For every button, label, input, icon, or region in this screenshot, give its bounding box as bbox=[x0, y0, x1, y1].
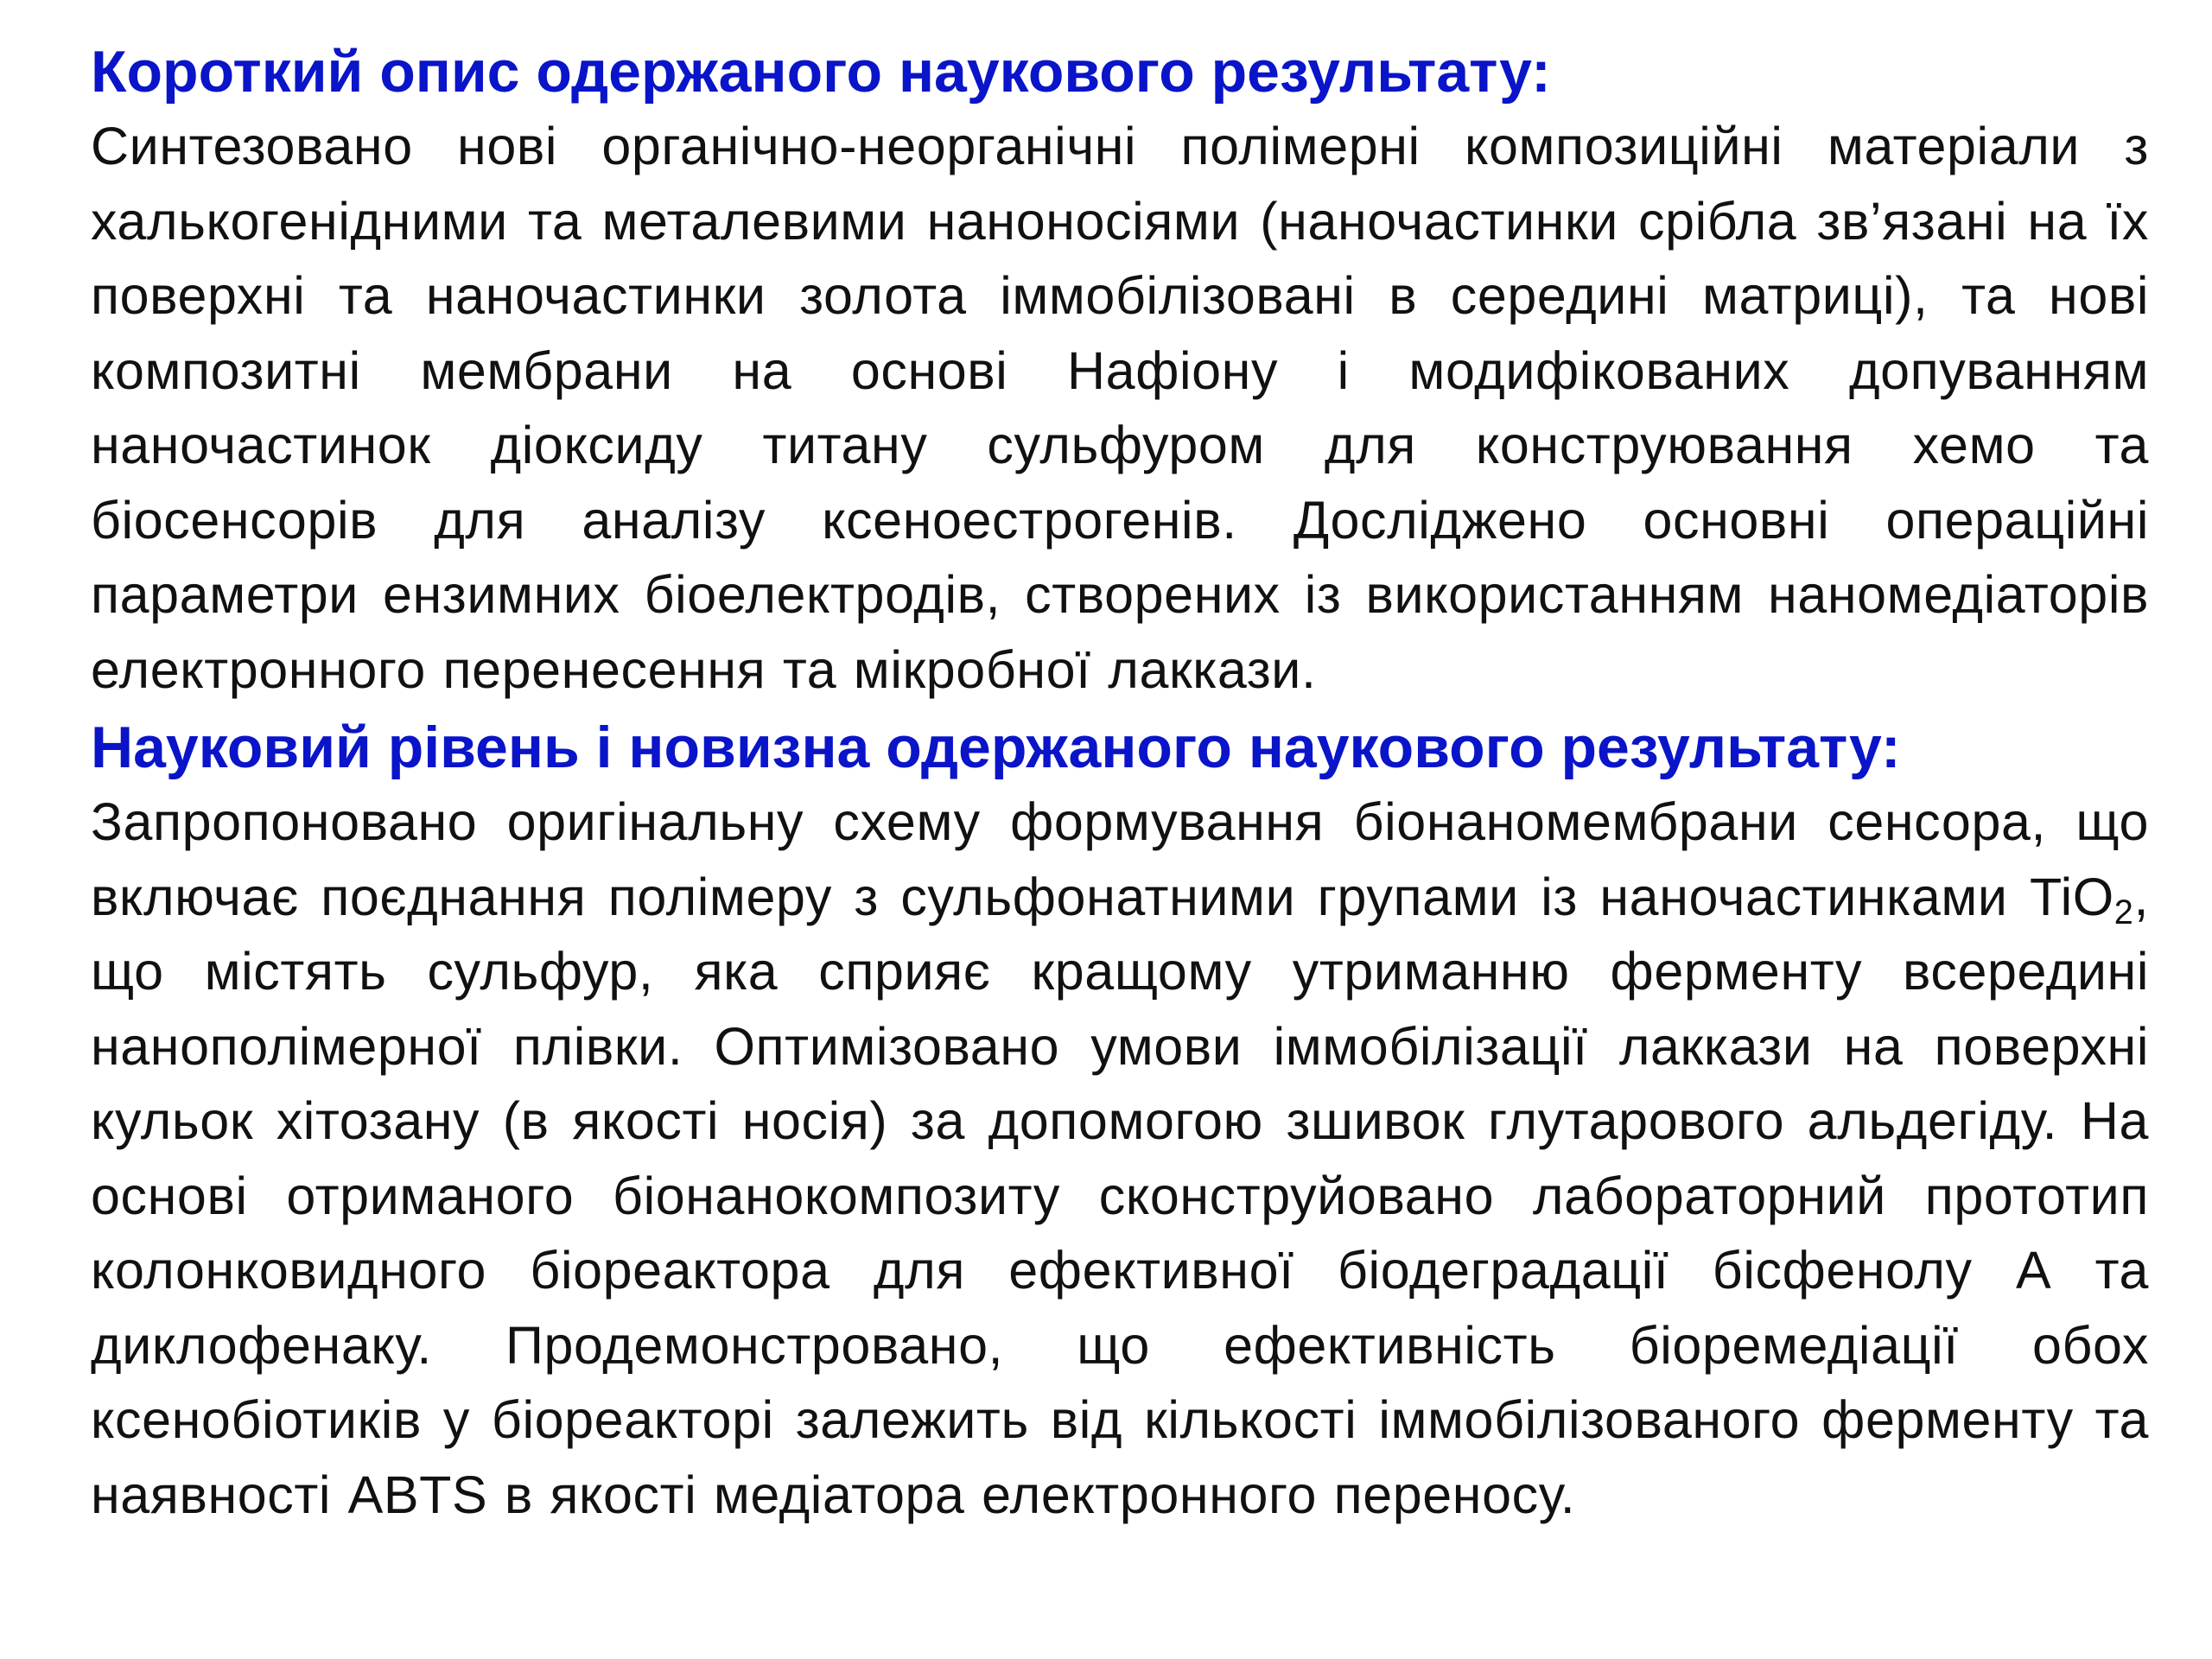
section-heading-novelty: Науковий рівень і новизна одержаного наукового результату: bbox=[91, 715, 1901, 780]
summary-paragraph: Синтезовано нові органічно-неорганічні полімерні композиційні матеріали з халькогенідними та металевими наноносіями (наночастинки срібла зв’язані на їх поверхні та наночастинки золота іммобілізовані в середині матриці), та нові композитні мембрани на основі Нафіону і модифікованих допуванням наночастинок діоксиду титану сульфуром для конструювання хемо та біосенсорів для аналізу ксеноестрогенів. Досліджено основні операційні параметри ензимних біоелектродів, створених із використанням наномедіаторів електронного перенесення та мікробної лаккази. bbox=[91, 117, 2149, 699]
novelty-text-part2: , що містять сульфур, яка сприяє кращому утриманню ферменту всередині нанополімерної плівки. Оптимізовано умови іммобілізації лаккази на поверхні кульок хітозану (в якості носія) за допомогою зшивок глутарового альдегіду. На основі отриманого біонанокомпозиту сконструйовано лабораторний прототип колонковидного біореактора для ефективної біодеградації бісфенолу А та диклофенаку. Продемонстровано, що ефективність біоремедіації обох ксенобіотиків у біореакторі залежить від кількості іммобілізованого ферменту та наявності ABTS в якості медіатора електронного переносу. bbox=[91, 867, 2149, 1524]
novelty-text-part1: Запропоновано оригінальну схему формування біонаномембрани сенсора, що включає поєднання полімеру з сульфонатними групами із наночастинками TiO bbox=[91, 792, 2149, 926]
section-heading-summary: Короткий опис одержаного наукового результату: bbox=[91, 39, 1551, 105]
novelty-paragraph bbox=[91, 785, 2149, 1532]
tio2-subscript: 2 bbox=[2113, 893, 2134, 931]
slide bbox=[91, 35, 2149, 1642]
